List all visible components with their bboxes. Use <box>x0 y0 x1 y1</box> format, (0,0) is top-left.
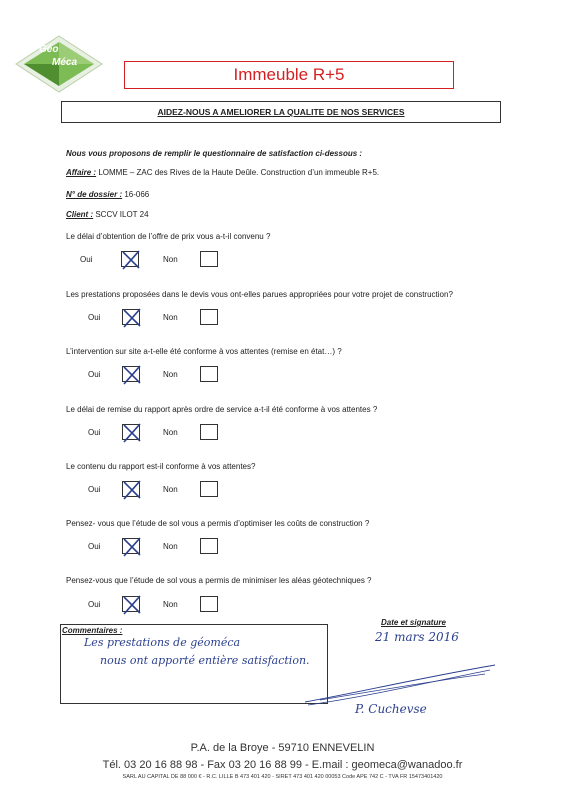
comments-label: Commentaires : <box>62 626 123 635</box>
question-3-yes-checkbox[interactable] <box>122 366 140 382</box>
checked-cross-icon <box>121 536 143 558</box>
question-4-no-checkbox[interactable] <box>200 424 218 440</box>
company-logo <box>14 34 104 94</box>
affaire-value: LOMME – ZAC des Rives de la Haute Deûle. Construction d’un immeuble R+5. <box>96 168 380 177</box>
question-1-no-label: Non <box>163 255 178 264</box>
checked-cross-icon <box>120 249 142 271</box>
question-5-no-checkbox[interactable] <box>200 481 218 497</box>
question-1-no-checkbox[interactable] <box>200 251 218 267</box>
question-4-yes-checkbox[interactable] <box>122 424 140 440</box>
question-4-yes-label: Oui <box>88 428 101 437</box>
comments-handwriting-line-2: nous ont apporté entière satisfaction. <box>100 654 310 667</box>
question-2-no-label: Non <box>163 313 178 322</box>
question-3-no-label: Non <box>163 370 178 379</box>
dossier-value: 16-066 <box>122 190 150 199</box>
affaire-line <box>66 168 379 177</box>
checked-cross-icon <box>121 479 143 501</box>
question-7-yes-label: Oui <box>88 600 101 609</box>
comments-handwriting-line-1: Les prestations de géoméca <box>84 636 241 649</box>
signature-flourish-icon <box>300 660 500 730</box>
question-7-no-label: Non <box>163 600 178 609</box>
checked-cross-icon <box>121 422 143 444</box>
question-7-yes-checkbox[interactable] <box>122 596 140 612</box>
question-1-yes-checkbox[interactable] <box>121 251 139 267</box>
question-6-yes-checkbox[interactable] <box>122 538 140 554</box>
question-2-yes-label: Oui <box>88 313 101 322</box>
logo-text-geo: Géo <box>39 44 59 55</box>
question-3-yes-label: Oui <box>88 370 101 379</box>
dossier-line <box>66 190 149 199</box>
question-3-text: L’intervention sur site a-t-elle été conforme à vos attentes (remise en état…) ? <box>66 347 342 356</box>
intro-text: Nous vous proposons de remplir le questionnaire de satisfaction ci-dessous : <box>66 149 363 158</box>
question-6-text: Pensez- vous que l’étude de sol vous a permis d’optimiser les coûts de construction ? <box>66 519 370 528</box>
question-4-no-label: Non <box>163 428 178 437</box>
question-3-no-checkbox[interactable] <box>200 366 218 382</box>
date-signature-label: Date et signature <box>381 618 446 627</box>
checked-cross-icon <box>121 364 143 386</box>
question-5-yes-checkbox[interactable] <box>122 481 140 497</box>
question-1-yes-label: Oui <box>80 255 93 264</box>
question-6-no-label: Non <box>163 542 178 551</box>
question-7-text: Pensez-vous que l’étude de sol vous a permis de minimiser les aléas géotechniques ? <box>66 576 372 585</box>
question-4-text: Le délai de remise du rapport après ordre de service a-t-il été conforme à vos attentes ? <box>66 405 378 414</box>
handwritten-signature-name: P. Cuchevse <box>355 702 427 716</box>
question-6-yes-label: Oui <box>88 542 101 551</box>
logo-text-meca: Méca <box>52 57 78 68</box>
dossier-label: N° de dossier : <box>66 190 123 199</box>
client-value: SCCV ILOT 24 <box>93 210 149 219</box>
affaire-label: Affaire : <box>66 168 97 177</box>
footer-contact: Tél. 03 20 16 88 98 - Fax 03 20 16 88 99 - E.mail : geomeca@wanadoo.fr <box>102 759 463 771</box>
question-5-text: Le contenu du rapport est-il conforme à vos attentes? <box>66 462 256 471</box>
question-6-no-checkbox[interactable] <box>200 538 218 554</box>
question-1-text: Le délai d’obtention de l’offre de prix vous a-t-il convenu ? <box>66 232 271 241</box>
handwritten-date: 21 mars 2016 <box>375 630 459 644</box>
question-2-yes-checkbox[interactable] <box>122 309 140 325</box>
checked-cross-icon <box>121 307 143 329</box>
question-2-no-checkbox[interactable] <box>200 309 218 325</box>
question-5-yes-label: Oui <box>88 485 101 494</box>
question-5-no-label: Non <box>163 485 178 494</box>
footer-address: P.A. de la Broye - 59710 ENNEVELIN <box>190 742 375 754</box>
question-2-text: Les prestations proposées dans le devis vous ont-elles parues appropriées pour votre projet de construction? <box>66 290 453 299</box>
question-7-no-checkbox[interactable] <box>200 596 218 612</box>
client-line <box>66 210 149 219</box>
page-subtitle: AIDEZ-NOUS A AMELIORER LA QUALITE DE NOS SERVICES <box>61 101 501 123</box>
checked-cross-icon <box>121 594 143 616</box>
footer-legal: SARL AU CAPITAL DE 88 000 € - R.C. LILLE B 473 401 420 - SIRET 473 401 420 00053 Code APE 742 C - TVA FR 15473401420 <box>122 774 443 780</box>
page-title: Immeuble R+5 <box>124 61 454 89</box>
client-label: Client : <box>66 210 94 219</box>
